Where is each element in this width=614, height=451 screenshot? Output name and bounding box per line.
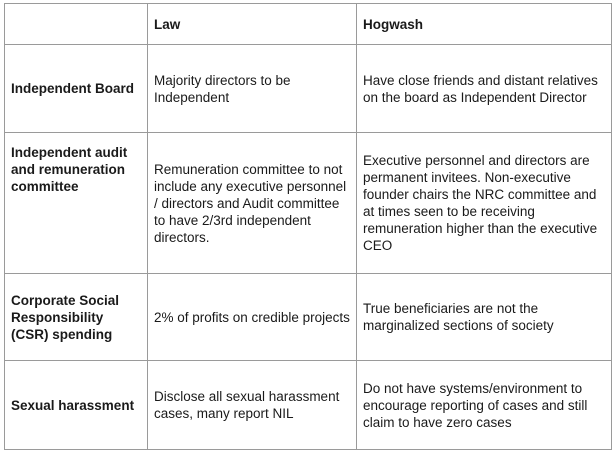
row-label-sexual-harassment: Sexual harassment bbox=[5, 361, 148, 450]
comparison-table bbox=[4, 3, 612, 450]
table-row bbox=[5, 133, 612, 274]
law-cell: Majority directors to be Independent bbox=[148, 45, 357, 133]
table-row bbox=[5, 45, 612, 133]
header-row bbox=[5, 4, 612, 45]
table-row bbox=[5, 361, 612, 450]
header-hogwash: Hogwash bbox=[357, 4, 612, 45]
law-cell: Remuneration committee to not include any executive personnel / directors and Audit committee to have 2/3rd independent directors. bbox=[148, 133, 357, 274]
table-row bbox=[5, 274, 612, 361]
row-label-independent-board: Independent Board bbox=[5, 45, 148, 133]
hogwash-cell: Executive personnel and directors are permanent invitees. Non-executive founder chairs the NRC committee and at times seen to be receiving remuneration higher than the executive CEO bbox=[357, 133, 612, 274]
row-label-audit-committee: Independent audit and remuneration committee bbox=[5, 133, 148, 274]
law-cell: Disclose all sexual harassment cases, many report NIL bbox=[148, 361, 357, 450]
header-corner-cell bbox=[5, 4, 148, 45]
law-cell: 2% of profits on credible projects bbox=[148, 274, 357, 361]
hogwash-cell: Do not have systems/environment to encourage reporting of cases and still claim to have zero cases bbox=[357, 361, 612, 450]
header-law: Law bbox=[148, 4, 357, 45]
row-label-csr-spending: Corporate Social Responsibility (CSR) spending bbox=[5, 274, 148, 361]
hogwash-cell: Have close friends and distant relatives on the board as Independent Director bbox=[357, 45, 612, 133]
hogwash-cell: True beneficiaries are not the marginalized sections of society bbox=[357, 274, 612, 361]
